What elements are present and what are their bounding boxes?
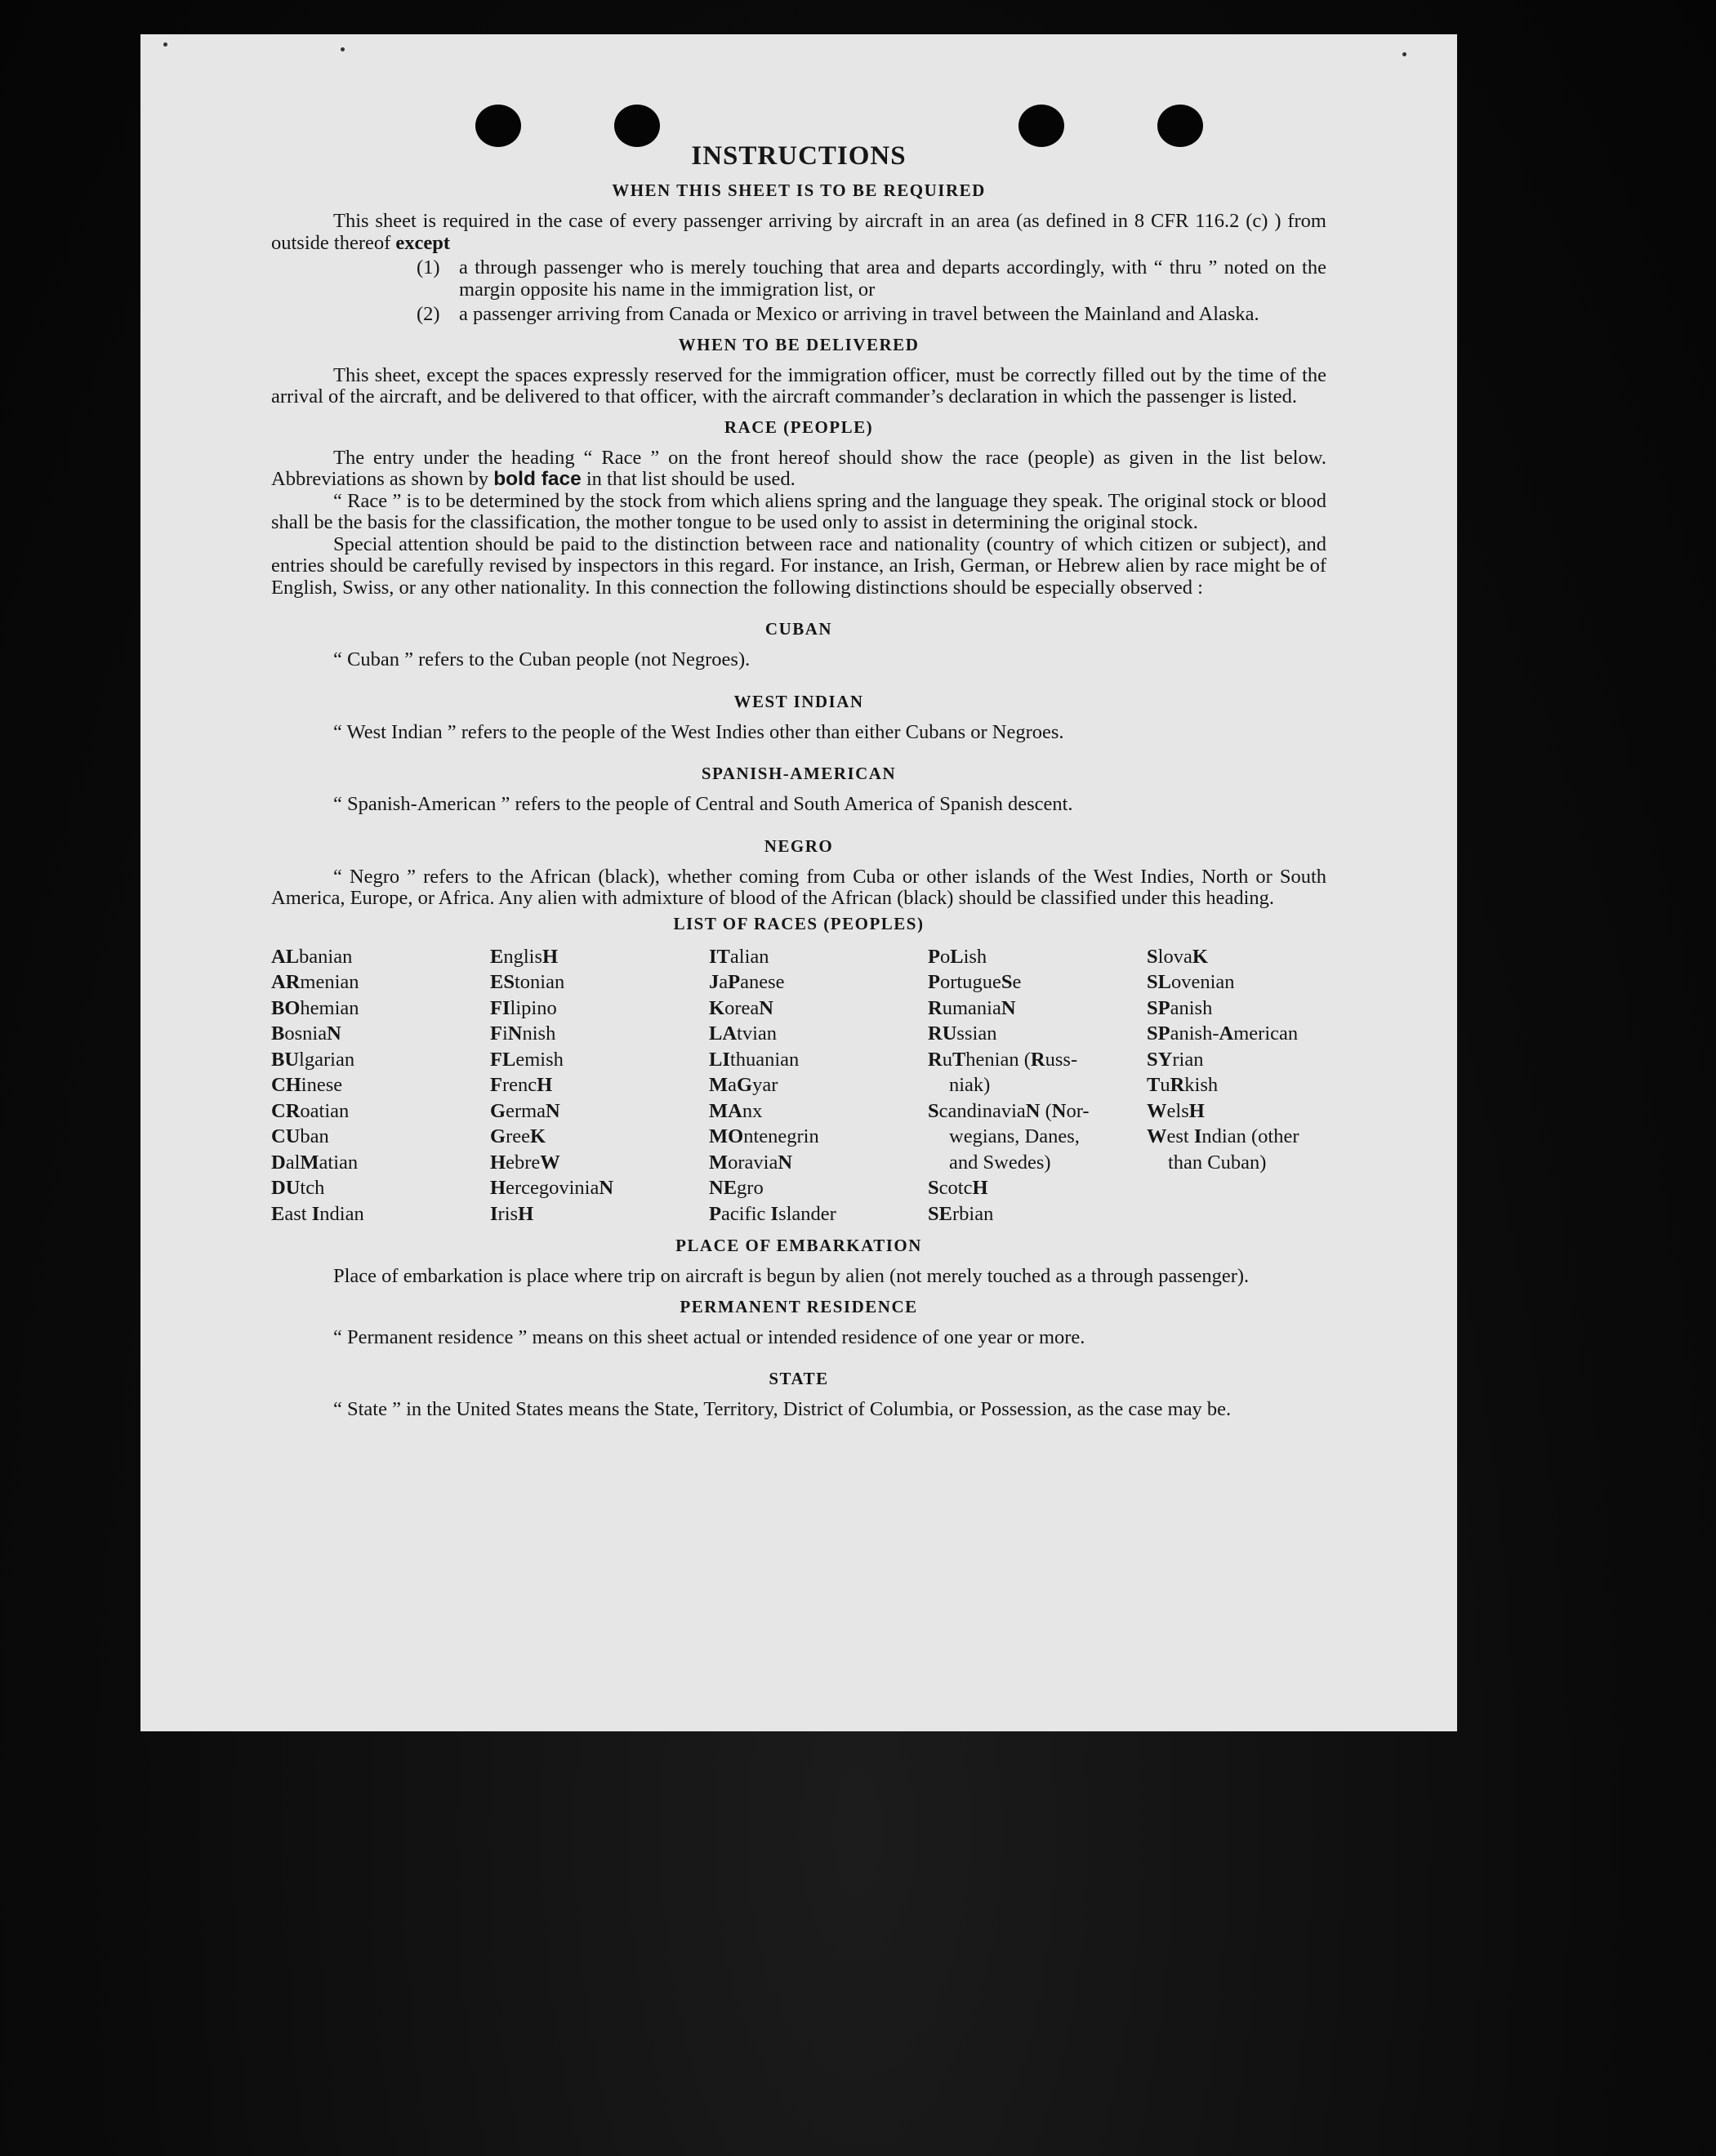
race-entry: JaPanese (709, 971, 785, 993)
paragraph: The entry under the heading “ Race ” on the front hereof should show the race (people) as given in the list below. Abbreviations as shown by bold face in that list should be used. (271, 446, 1326, 490)
scan-speck (163, 42, 167, 47)
race-entry: MAnx (709, 1099, 763, 1122)
race-column (709, 944, 928, 1227)
section-heading: LIST OF RACES (PEOPLES) (673, 913, 925, 933)
race-entry: FIlipino (490, 996, 557, 1019)
list-item: (1) a through passenger who is merely touching that area and departs accordingly, with “ thru ” noted on the margin opposite his name in the immigration list, or (417, 256, 1326, 301)
race-entry: wegians, Danes, (949, 1125, 1080, 1147)
section-heading: WHEN THIS SHEET IS TO BE REQUIRED (612, 180, 986, 200)
paragraph: This sheet is required in the case of every passenger arriving by aircraft in an area (as defined in 8 CFR 116.2 (c) ) from outside thereof except (271, 210, 1326, 254)
paragraph: Place of embarkation is place where trip on aircraft is begun by alien (not merely touched as a through passenger). (333, 1265, 1250, 1287)
race-entry: SErbian (928, 1202, 994, 1225)
race-entry: NEgro (709, 1177, 764, 1199)
race-column (928, 944, 1147, 1227)
page-title: INSTRUCTIONS (691, 141, 907, 171)
section-heading: SPANISH-AMERICAN (701, 764, 897, 783)
race-list (271, 944, 1326, 1227)
race-entry: PoLish (928, 945, 987, 968)
race-entry: SlovaK (1147, 945, 1208, 968)
section-heading: PERMANENT RESIDENCE (680, 1296, 918, 1316)
race-entry: LAtvian (709, 1022, 778, 1045)
race-entry: ARmenian (271, 971, 359, 993)
paragraph: Special attention should be paid to the distinction between race and nationality (country of which citizen or subject), and entries should be carefully revised by inspectors in this regard. For instance, an Irish, German, or Hebrew alien by race might be of English, Swiss, or any other nationality. In this connection the following distinctions should be especially observed : (271, 532, 1326, 599)
section-heading: RACE (PEOPLE) (724, 416, 874, 437)
paragraph: This sheet, except the spaces expressly reserved for the immigration officer, must be correctly filled out by the time of the arrival of the aircraft, and be delivered to that officer, with the aircraft commander’s declaration in which the passenger is listed. (271, 363, 1326, 408)
race-entry: SPanish-American (1147, 1022, 1299, 1045)
paragraph: “ Race ” is to be determined by the stock from which aliens spring and the language they speak. The original stock or blood shall be the basis for the classification, the mother tongue to be used only to assist in determining the original stock. (271, 489, 1326, 533)
race-entry: RUssian (928, 1022, 997, 1045)
paragraph: “ Cuban ” refers to the Cuban people (not Negroes). (333, 648, 751, 670)
section-heading: STATE (769, 1369, 829, 1388)
race-entry: TuRkish (1147, 1074, 1219, 1096)
race-column (1147, 944, 1326, 1227)
race-entry: West Indian (other (1147, 1125, 1299, 1147)
race-entry: HebreW (490, 1151, 560, 1174)
race-entry: DUtch (271, 1177, 325, 1199)
section-heading: WHEN TO BE DELIVERED (678, 334, 920, 354)
race-entry: BOhemian (271, 996, 359, 1019)
paragraph: “ Negro ” refers to the African (black), whether coming from Cuba or other islands of the West Indies, North or South America, Europe, or Africa. Any alien with admixture of blood of the African (black) should be classified under this heading. (271, 865, 1326, 909)
race-entry: GermaN (490, 1099, 560, 1122)
race-entry: GreeK (490, 1125, 546, 1147)
paragraph: “ Spanish-American ” refers to the people of Central and South America of Spanish descent. (333, 793, 1073, 815)
race-entry: ScandinaviaN (Nor- (928, 1099, 1090, 1122)
race-entry: MoraviaN (709, 1151, 793, 1174)
race-entry: IrisH (490, 1202, 534, 1225)
list-item: (2) a passenger arriving from Canada or Mexico or arriving in travel between the Mainland and Alaska. (417, 303, 1259, 325)
punch-hole (614, 105, 660, 147)
race-column (490, 944, 709, 1227)
race-entry: LIthuanian (709, 1048, 800, 1071)
section-heading: NEGRO (764, 835, 834, 856)
race-entry: BUlgarian (271, 1048, 355, 1071)
race-entry: ITalian (709, 945, 769, 968)
race-entry: ALbanian (271, 945, 353, 968)
race-entry: BosniaN (271, 1022, 341, 1045)
punch-hole (1157, 105, 1203, 147)
race-entry: Pacific Islander (709, 1202, 836, 1225)
scan-speck (341, 47, 345, 51)
race-entry: FiNnish (490, 1022, 556, 1045)
race-entry: CUban (271, 1125, 329, 1147)
race-entry: than Cuban) (1168, 1151, 1267, 1174)
paragraph: “ State ” in the United States means the State, Territory, District of Columbia, or Possession, as the case may be. (333, 1398, 1232, 1420)
document-page (140, 34, 1457, 1731)
race-entry: MOntenegrin (709, 1125, 819, 1147)
race-entry: SYrian (1147, 1048, 1204, 1071)
punch-hole (475, 105, 521, 147)
race-column (271, 944, 490, 1227)
punch-hole (1018, 105, 1064, 147)
race-entry: CRoatian (271, 1099, 350, 1122)
race-entry: HercegoviniaN (490, 1177, 614, 1199)
race-entry: niak) (949, 1074, 991, 1096)
race-entry: and Swedes) (949, 1151, 1051, 1174)
race-entry: FLemish (490, 1048, 564, 1071)
paragraph: “ Permanent residence ” means on this sheet actual or intended residence of one year or more. (333, 1325, 1085, 1348)
section-heading: CUBAN (764, 619, 833, 639)
race-entry: EStonian (490, 971, 565, 993)
race-entry: DalMatian (271, 1151, 359, 1174)
race-entry: RumaniaN (928, 996, 1016, 1019)
race-entry: CHinese (271, 1074, 343, 1096)
section-heading: PLACE OF EMBARKATION (675, 1236, 922, 1255)
race-entry: ScotcH (928, 1177, 988, 1199)
section-heading: WEST INDIAN (733, 691, 864, 711)
race-entry: WelsH (1147, 1099, 1205, 1122)
race-entry: MaGyar (709, 1074, 778, 1096)
race-entry: SPanish (1147, 996, 1213, 1019)
race-entry: East Indian (271, 1202, 364, 1225)
race-entry: FrencH (490, 1074, 553, 1096)
paragraph: “ West Indian ” refers to the people of the West Indies other than either Cubans or Negroes. (333, 720, 1064, 743)
race-entry: PortugueSe (928, 971, 1022, 993)
race-entry: RuThenian (Russ- (928, 1048, 1078, 1071)
race-entry: SLovenian (1147, 971, 1235, 993)
scan-speck (1402, 52, 1406, 56)
race-entry: EnglisH (490, 945, 559, 968)
race-entry: KoreaN (709, 996, 773, 1019)
